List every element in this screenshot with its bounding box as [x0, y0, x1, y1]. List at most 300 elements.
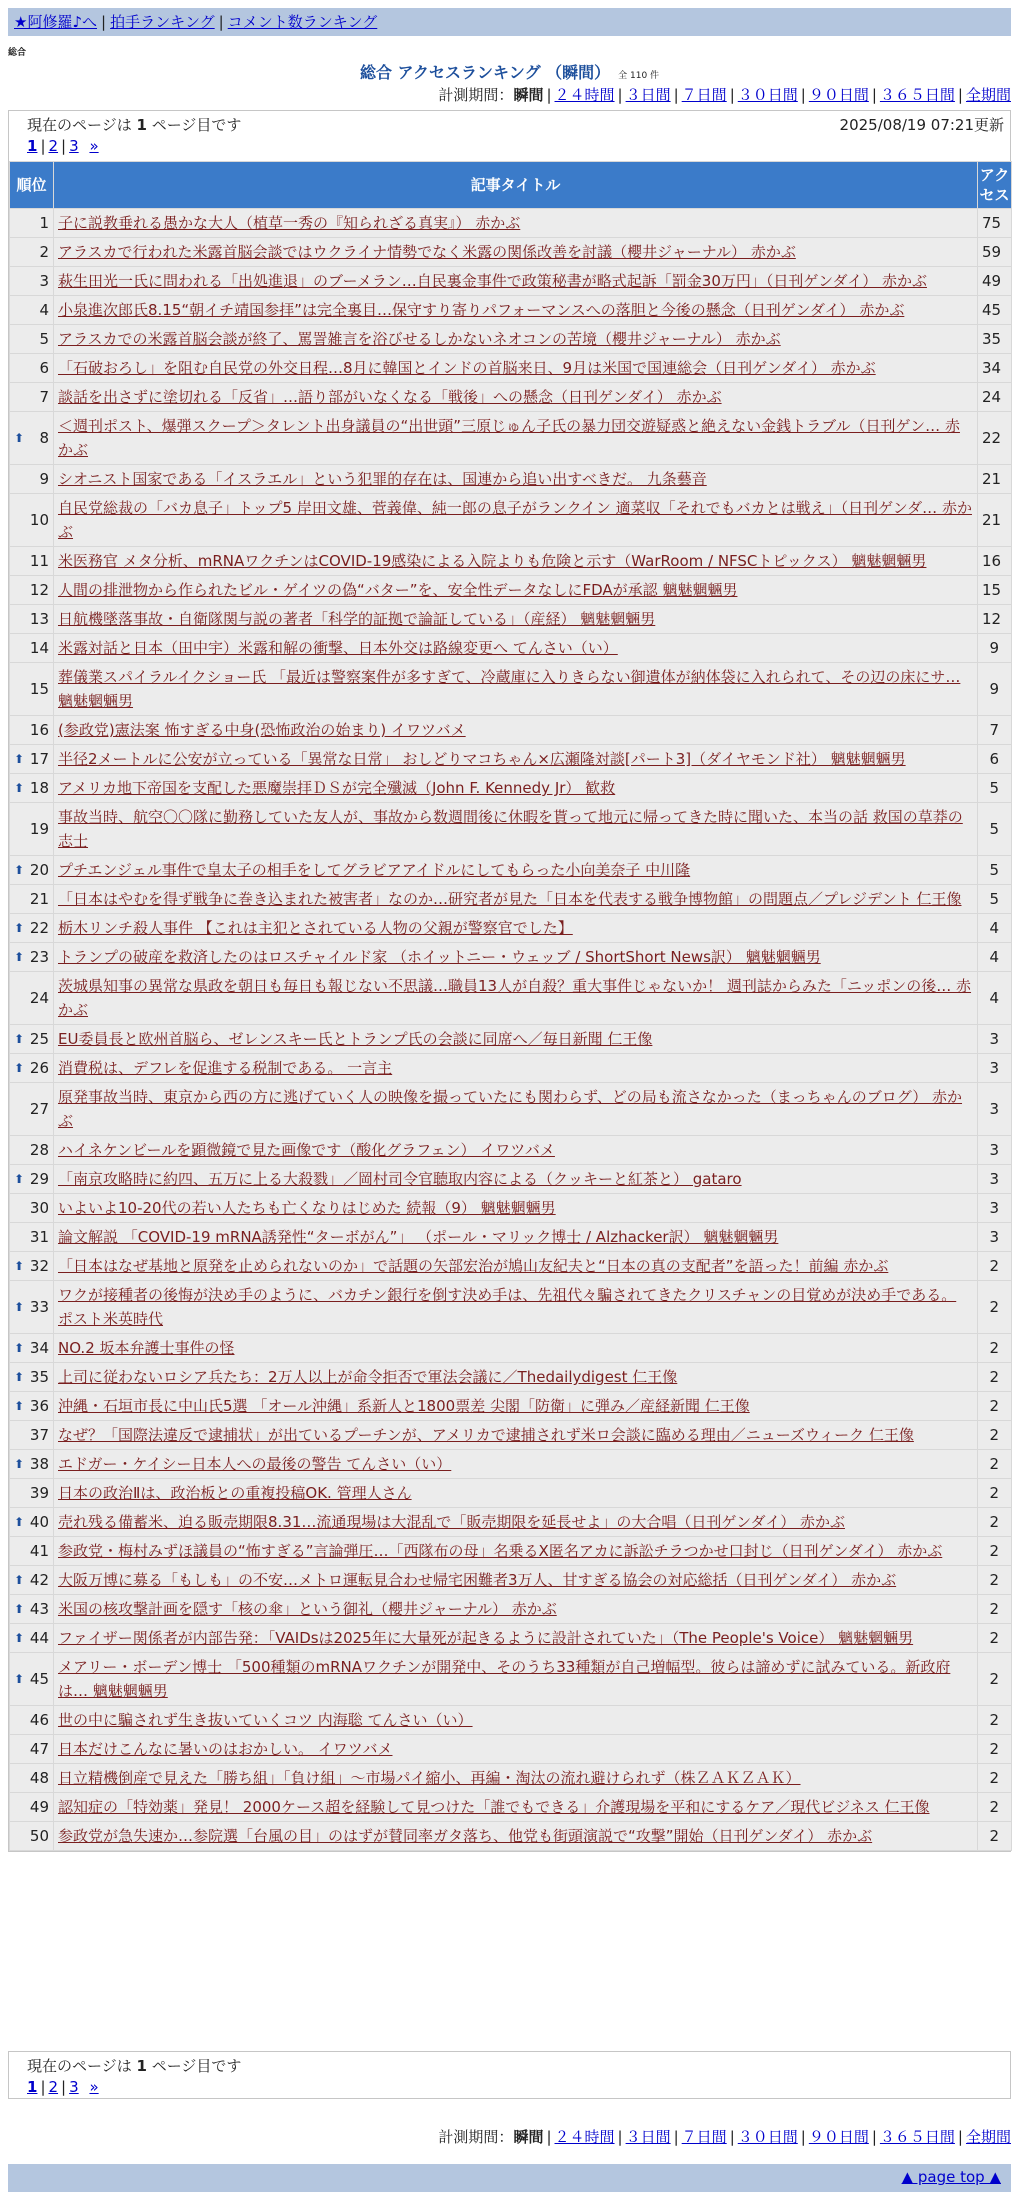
article-link[interactable]: 日本だけこんなに暑いのはおかしい。 イワツバメ [58, 1740, 393, 1758]
rank-number: 28 [29, 1141, 49, 1159]
access-count: 2 [978, 1653, 1012, 1706]
ranking-panel [8, 110, 1011, 1852]
rank-number: 13 [29, 610, 49, 628]
title-cell [54, 547, 978, 576]
rank-up-icon: ⬆ [14, 1457, 25, 1471]
rank-cell [10, 943, 54, 972]
rank-number: 17 [29, 750, 49, 768]
rank-number: 39 [29, 1484, 49, 1502]
rank-cell [10, 1595, 54, 1624]
period-separator: | [800, 2128, 806, 2146]
period-link[interactable]: ３６５日間 [879, 86, 955, 104]
access-count: 2 [978, 1421, 1012, 1450]
page-separator: | [40, 137, 46, 155]
title-cell [54, 1793, 978, 1822]
page-info-bottom [8, 2051, 1011, 2099]
title-cell [54, 1194, 978, 1223]
title-cell [54, 1334, 978, 1363]
rank-number: 47 [29, 1740, 49, 1758]
article-link[interactable]: メアリー・ボーデン博士 「500種類のmRNAワクチンが開発中、そのうち33種類が自己増幅型。彼らは諦めずに試みている。新政府は… 魑魅魍魎男 [58, 1658, 951, 1700]
table-row [10, 1537, 1012, 1566]
period-link[interactable]: ７日間 [681, 86, 727, 104]
article-link[interactable]: 米医務官 メタ分析、mRNAワクチンはCOVID-19感染による入院よりも危険と示す（WarRoom / NFSCトピックス） 魑魅魍魎男 [58, 552, 927, 570]
col-rank-header: 順位 [10, 162, 54, 209]
rank-number: 22 [29, 919, 49, 937]
access-count: 6 [978, 745, 1012, 774]
period-link[interactable]: ２４時間 [554, 86, 615, 104]
page-link[interactable]: 1 [27, 2078, 38, 2096]
article-link[interactable]: 人間の排泄物から作られたビル・ゲイツの偽“バター”を、安全性データなしにFDAが承認 魑魅魍魎男 [58, 581, 738, 599]
rank-number: 6 [39, 359, 49, 377]
article-link[interactable]: 萩生田光一氏に問われる「出処進退」のブーメラン…自民裏金事件で政策秘書が略式起訴「罰金30万円」（日刊ゲンダイ） 赤かぶ [58, 272, 927, 290]
title-cell [54, 1508, 978, 1537]
page-top-link[interactable]: ▲ page top ▲ [901, 2168, 1001, 2186]
article-link[interactable]: 日立精機倒産で見えた「勝ち組」「負け組」～市場パイ縮小、再編・淘汰の流れ避けられず（株ＺＡＫＺＡＫ） [58, 1769, 801, 1787]
rank-number: 35 [29, 1368, 49, 1386]
period-link[interactable]: ９０日間 [808, 86, 869, 104]
access-count: 21 [978, 465, 1012, 494]
rank-number: 19 [29, 820, 49, 838]
article-link[interactable]: 葬儀業スパイラルイクショー氏 「最近は警察案件が多すぎて、冷蔵庫に入りきらない御遺体が納体袋に入れられて、その辺の床にサ… 魑魅魍魎男 [58, 668, 961, 710]
table-row [10, 238, 1012, 267]
rank-number: 25 [29, 1030, 49, 1048]
article-link[interactable]: 談話を出さずに塗切れる「反省」…語り部がいなくなる「戦後」への懸念（日刊ゲンダイ） 赤かぶ [58, 388, 722, 406]
article-link[interactable]: 世の中に騙されず生き抜いていくコツ 内海聡 てんさい（い） [58, 1711, 473, 1729]
table-row [10, 1194, 1012, 1223]
rank-cell [10, 774, 54, 803]
table-row [10, 412, 1012, 465]
table-row [10, 547, 1012, 576]
article-link[interactable]: 消費税は、デフレを促進する税制である。 一言主 [58, 1059, 393, 1077]
rank-number: 48 [29, 1769, 49, 1787]
table-row [10, 885, 1012, 914]
page-separator: | [61, 2078, 67, 2096]
rank-cell [10, 663, 54, 716]
rank-cell [10, 1479, 54, 1508]
rank-cell [10, 605, 54, 634]
rank-number: 21 [29, 890, 49, 908]
period-link[interactable]: ３日間 [625, 2128, 671, 2146]
title-cell [54, 1624, 978, 1653]
rank-number: 12 [29, 581, 49, 599]
article-link[interactable]: 米国の核攻撃計画を隠す「核の傘」という御礼（櫻井ジャーナル） 赤かぶ [58, 1600, 557, 1618]
access-count: 4 [978, 972, 1012, 1025]
access-count: 3 [978, 1223, 1012, 1252]
rank-cell [10, 1054, 54, 1083]
updated-timestamp: 2025/08/19 07:21更新 [839, 116, 1004, 134]
rank-number: 3 [39, 272, 49, 290]
page-link[interactable]: 1 [27, 137, 38, 155]
rank-number: 41 [29, 1542, 49, 1560]
page-link[interactable]: 2 [48, 2078, 59, 2096]
title-cell [54, 325, 978, 354]
rank-cell [10, 238, 54, 267]
rank-cell [10, 1450, 54, 1479]
rank-number: 40 [29, 1513, 49, 1531]
table-row [10, 1822, 1012, 1851]
total-count: 全 110 件 [618, 71, 660, 81]
access-count: 9 [978, 663, 1012, 716]
period-label: 計測期間： [438, 2128, 514, 2146]
title-cell [54, 1595, 978, 1624]
access-count: 3 [978, 1054, 1012, 1083]
rank-number: 15 [29, 680, 49, 698]
article-link[interactable]: 日本の政治Ⅱは、政治板との重複投稿OK. 管理人さん [58, 1484, 412, 1502]
access-count: 59 [978, 238, 1012, 267]
page-info-pre: 現在のページは [27, 2057, 137, 2075]
rank-up-icon: ⬆ [14, 1370, 25, 1384]
rank-cell [10, 1252, 54, 1281]
title-cell [54, 716, 978, 745]
pagination-bottom [27, 2078, 992, 2096]
rank-number: 30 [29, 1199, 49, 1217]
rank-cell [10, 1421, 54, 1450]
period-bar-bottom [438, 2126, 1011, 2147]
article-link[interactable]: エドガー・ケイシー日本人への最後の警告 てんさい（い） [58, 1455, 452, 1473]
title-cell [54, 209, 978, 238]
period-link[interactable]: ９０日間 [808, 2128, 869, 2146]
title-cell [54, 412, 978, 465]
period-link[interactable]: ７日間 [681, 2128, 727, 2146]
title-cell [54, 267, 978, 296]
title-cell [54, 296, 978, 325]
table-row [10, 856, 1012, 885]
next-page-link[interactable]: » [89, 137, 99, 155]
access-count: 5 [978, 803, 1012, 856]
rank-number: 14 [29, 639, 49, 657]
access-count: 21 [978, 494, 1012, 547]
current-page: 1 [136, 2057, 147, 2075]
article-link[interactable]: 「石破おろし」を阻む自民党の外交日程…8月に韓国とインドの首脳来日、9月は米国で国連総会（日刊ゲンダイ） 赤かぶ [58, 359, 876, 377]
period-separator: | [673, 86, 679, 104]
rank-cell [10, 914, 54, 943]
table-row [10, 296, 1012, 325]
rank-cell [10, 1281, 54, 1334]
article-link[interactable]: シオニスト国家である「イスラエル」という犯罪的存在は、国連から追い出すべきだ。 九条藝音 [58, 470, 707, 488]
rank-up-icon: ⬆ [14, 1399, 25, 1413]
ranking-table [9, 161, 1012, 1851]
title-cell [54, 1566, 978, 1595]
period-separator: | [673, 2128, 679, 2146]
access-count: 16 [978, 547, 1012, 576]
article-link[interactable]: 半径2メートルに公安が立っている「異常な日常」 おしどりマコちゃん×広瀬隆対談[パート3]（ダイヤモンド社） 魑魅魍魎男 [58, 750, 906, 768]
period-link[interactable]: ３６５日間 [879, 2128, 955, 2146]
page-separator: | [40, 2078, 46, 2096]
page-info-post: ページ目です [146, 2057, 242, 2075]
article-link[interactable]: 売れ残る備蓄米、迫る販売期限8.31…流通現場は大混乱で「販売期限を延長せよ」の大合唱（日刊ゲンダイ） 赤かぶ [58, 1513, 845, 1531]
article-link[interactable]: 参政党・梅村みずほ議員の“怖すぎる”言論弾圧…「西隊布の母」名乗るX匿名アカに訴訟チラつかせ口封じ（日刊ゲンダイ） 赤かぶ [58, 1542, 943, 1560]
rank-up-icon: ⬆ [14, 950, 25, 964]
rank-number: 32 [29, 1257, 49, 1275]
table-row [10, 1793, 1012, 1822]
table-row [10, 1706, 1012, 1735]
rank-number: 49 [29, 1798, 49, 1816]
access-count: 24 [978, 383, 1012, 412]
article-link[interactable]: 「日本はなぜ基地と原発を止められないのか」で話題の矢部宏治が鳩山友紀夫と“日本の真の支配者”を語った！前編 赤かぶ [58, 1257, 889, 1275]
rank-cell [10, 1508, 54, 1537]
rank-number: 50 [29, 1827, 49, 1845]
page-spacer [82, 2078, 87, 2096]
access-count: 5 [978, 774, 1012, 803]
access-count: 2 [978, 1764, 1012, 1793]
rank-cell [10, 325, 54, 354]
rank-cell [10, 1624, 54, 1653]
access-count: 2 [978, 1508, 1012, 1537]
access-count: 2 [978, 1595, 1012, 1624]
table-header-row [10, 162, 1012, 209]
rank-number: 24 [29, 989, 49, 1007]
article-link[interactable]: (参政党)憲法案 怖すぎる中身(恐怖政治の始まり) イワツバメ [58, 721, 466, 739]
access-count: 2 [978, 1566, 1012, 1595]
period-link[interactable]: 全期間 [965, 2128, 1011, 2146]
rank-number: 43 [29, 1600, 49, 1618]
rank-cell [10, 745, 54, 774]
rank-cell [10, 1136, 54, 1165]
table-row [10, 774, 1012, 803]
page-info-pre: 現在のページは [27, 116, 137, 134]
rank-number: 16 [29, 721, 49, 739]
article-link[interactable]: 論文解説 「COVID-19 mRNA誘発性“ターボがん”」 （ポール・マリック博士 / Alzhacker訳） 魑魅魍魎男 [58, 1228, 779, 1246]
rank-cell [10, 885, 54, 914]
article-link[interactable]: 茨城県知事の異常な県政を朝日も毎日も報じない不思議…職員13人が自殺？重大事件じゃないか！ 週刊誌からみた「ニッポンの後… 赤かぶ [58, 977, 972, 1019]
rank-number: 5 [39, 330, 49, 348]
rank-number: 45 [29, 1670, 49, 1688]
article-link[interactable]: 子に説教垂れる愚かな大人（植草一秀の『知られざる真実』） 赤かぶ [58, 214, 521, 232]
article-link[interactable]: 米露対話と日本（田中宇）米露和解の衝撃、日本外交は路線変更へ てんさい（い） [58, 639, 618, 657]
nav-separator: | [101, 13, 107, 31]
rank-cell [10, 1223, 54, 1252]
article-link[interactable]: ファイザー関係者が内部告発：「VAIDsは2025年に大量死が起きるように設計されていた」（The People's Voice） 魑魅魍魎男 [58, 1629, 914, 1647]
table-row [10, 354, 1012, 383]
page-link[interactable]: 3 [69, 2078, 79, 2096]
rank-number: 37 [29, 1426, 49, 1444]
period-bar-top [438, 84, 1011, 105]
table-row [10, 1252, 1012, 1281]
rank-cell [10, 296, 54, 325]
rank-cell [10, 547, 54, 576]
rank-cell [10, 1566, 54, 1595]
table-row [10, 943, 1012, 972]
title-cell [54, 914, 978, 943]
access-count: 2 [978, 1392, 1012, 1421]
access-count: 2 [978, 1479, 1012, 1508]
title-cell [54, 1653, 978, 1706]
rank-up-icon: ⬆ [14, 1300, 25, 1314]
table-row [10, 745, 1012, 774]
title-cell [54, 1165, 978, 1194]
section-label: 総合 [8, 48, 27, 58]
rank-cell [10, 494, 54, 547]
rank-cell [10, 634, 54, 663]
title-cell [54, 383, 978, 412]
access-count: 2 [978, 1450, 1012, 1479]
period-link[interactable]: ２４時間 [554, 2128, 615, 2146]
rank-number: 27 [29, 1100, 49, 1118]
article-link[interactable]: アラスカで行われた米露首脳会談ではウクライナ情勢でなく米露の関係改善を討議（櫻井ジャーナル） 赤かぶ [58, 243, 796, 261]
title-cell [54, 1822, 978, 1851]
article-link[interactable]: 自民党総裁の「バカ息子」トップ5 岸田文雄、菅義偉、純一郎の息子がランクイン 適菜収「それでもバカとは戦え」（日刊ゲンダ… 赤かぶ [58, 499, 972, 541]
rank-number: 2 [39, 243, 49, 261]
rank-cell [10, 354, 54, 383]
col-access-header: アクセス [978, 162, 1012, 209]
access-count: 7 [978, 716, 1012, 745]
col-title-header: 記事タイトル [54, 162, 978, 209]
article-link[interactable]: 沖縄・石垣市長に中山氏5選 「オール沖縄」系新人と1800票差 尖閣「防衛」に弾み／産経新聞 仁王像 [58, 1397, 750, 1415]
rank-cell [10, 209, 54, 238]
period-separator: | [729, 86, 735, 104]
article-link[interactable]: 栃木リンチ殺人事件 【これは主犯とされている人物の父親が警察官でした】 [58, 919, 573, 937]
table-row [10, 1653, 1012, 1706]
page-link[interactable]: 2 [48, 137, 59, 155]
article-link[interactable]: EU委員長と欧州首脳ら、ゼレンスキー氏とトランプ氏の会談に同席へ／毎日新聞 仁王像 [58, 1030, 653, 1048]
pagination-top [27, 137, 992, 155]
title-cell [54, 1706, 978, 1735]
table-row [10, 1624, 1012, 1653]
period-label: 計測期間： [438, 86, 514, 104]
title-cell [54, 1083, 978, 1136]
table-row [10, 663, 1012, 716]
rank-cell [10, 465, 54, 494]
rank-cell [10, 576, 54, 605]
period-separator: | [546, 86, 552, 104]
access-count: 3 [978, 1083, 1012, 1136]
table-row [10, 716, 1012, 745]
article-link[interactable]: 上司に従わないロシア兵たち：2万人以上が命令拒否で軍法会議に／Thedailydigest 仁王像 [58, 1368, 678, 1386]
table-row [10, 1595, 1012, 1624]
access-count: 3 [978, 1136, 1012, 1165]
article-link[interactable]: ＜週刊ポスト、爆弾スクープ＞タレント出身議員の“出世頭”三原じゅん子氏の暴力団交遊疑惑と絶えない金銭トラブル（日刊ゲン… 赤かぶ [58, 417, 960, 459]
period-link[interactable]: ３０日間 [737, 86, 798, 104]
rank-cell [10, 1822, 54, 1851]
rank-cell [10, 716, 54, 745]
title-cell [54, 803, 978, 856]
article-link[interactable]: 大阪万博に募る「もしも」の不安…メトロ運転見合わせ帰宅困難者3万人、甘すぎる協会の対応総括（日刊ゲンダイ） 赤かぶ [58, 1571, 897, 1589]
rank-number: 20 [29, 861, 49, 879]
article-link[interactable]: 日航機墜落事故・自衛隊関与説の著者「科学的証拠で論証している」（産経） 魑魅魍魎男 [58, 610, 656, 628]
access-count: 12 [978, 605, 1012, 634]
article-link[interactable]: 「南京攻略時に約四、五万に上る大殺戮」／岡村司令官聴取内容による（クッキーと紅茶と） gataro [58, 1170, 742, 1188]
table-row [10, 1136, 1012, 1165]
article-link[interactable]: アメリカ地下帝国を支配した悪魔崇拝ＤＳが完全殲滅（John F. Kennedy Jr） 歓救 [58, 779, 616, 797]
access-count: 2 [978, 1334, 1012, 1363]
period-separator: | [546, 2128, 552, 2146]
nav-link[interactable]: 拍手ランキング [110, 13, 215, 31]
rank-number: 29 [29, 1170, 49, 1188]
article-link[interactable]: 認知症の「特効薬」発見！ 2000ケース超を経験して見つけた「誰でもできる」介護現場を平和にするケア／現代ビジネス 仁王像 [58, 1798, 930, 1816]
table-row [10, 1334, 1012, 1363]
article-link[interactable]: トランプの破産を救済したのはロスチャイルド家 （ホイットニー・ウェッブ / ShortShort News訳） 魑魅魍魎男 [58, 948, 821, 966]
title-cell [54, 774, 978, 803]
page-spacer [82, 137, 87, 155]
period-link[interactable]: ３日間 [625, 86, 671, 104]
period-link[interactable]: ３０日間 [737, 2128, 798, 2146]
article-link[interactable]: 小泉進次郎氏8.15“朝イチ靖国参拝”は完全裏目…保守すり寄りパフォーマンスへの落胆と今後の懸念（日刊ゲンダイ） 赤かぶ [58, 301, 905, 319]
rank-number: 10 [29, 511, 49, 529]
rank-number: 42 [29, 1571, 49, 1589]
rank-number: 4 [39, 301, 49, 319]
table-row [10, 494, 1012, 547]
rank-up-icon: ⬆ [14, 752, 25, 766]
rank-cell [10, 856, 54, 885]
article-link[interactable]: プチエンジェル事件で皇太子の相手をしてグラビアアイドルにしてもらった小向美奈子 中川隆 [58, 861, 691, 879]
access-count: 75 [978, 209, 1012, 238]
table-row [10, 1566, 1012, 1595]
table-row [10, 267, 1012, 296]
rank-number: 1 [39, 214, 49, 232]
table-row [10, 634, 1012, 663]
table-row [10, 209, 1012, 238]
article-link[interactable]: 「日本はやむを得ず戦争に巻き込まれた被害者」なのか…研究者が見た「日本を代表する戦争博物館」の問題点／プレジデント 仁王像 [58, 890, 962, 908]
access-count: 2 [978, 1252, 1012, 1281]
article-link[interactable]: いよいよ10-20代の若い人たちも亡くなりはじめた 続報（9） 魑魅魍魎男 [58, 1199, 556, 1217]
title-cell [54, 1025, 978, 1054]
article-link[interactable]: 参政党が急失速か…参院選「台風の目」のはずが賛同率ガタ落ち、他党も街頭演説で“攻撃”開始（日刊ゲンダイ） 赤かぶ [58, 1827, 873, 1845]
rank-cell [10, 972, 54, 1025]
article-link[interactable]: 原発事故当時、東京から西の方に逃げていく人の映像を撮っていたにも関わらず、どの局も流さなかった（まっちゃんのブログ） 赤かぶ [58, 1088, 963, 1130]
access-count: 3 [978, 1194, 1012, 1223]
access-count: 45 [978, 296, 1012, 325]
access-count: 4 [978, 943, 1012, 972]
rank-cell [10, 1363, 54, 1392]
rank-cell [10, 1706, 54, 1735]
rank-cell [10, 412, 54, 465]
page-link[interactable]: 3 [69, 137, 79, 155]
access-count: 2 [978, 1735, 1012, 1764]
title-cell [54, 1735, 978, 1764]
rank-number: 9 [39, 470, 49, 488]
title-cell [54, 605, 978, 634]
next-page-link[interactable]: » [89, 2078, 99, 2096]
rank-number: 38 [29, 1455, 49, 1473]
access-count: 2 [978, 1793, 1012, 1822]
article-link[interactable]: アラスカでの米露首脳会談が終了、罵詈雑言を浴びせるしかないネオコンの苦境（櫻井ジャーナル） 赤かぶ [58, 330, 781, 348]
rank-cell [10, 267, 54, 296]
rank-number: 34 [29, 1339, 49, 1357]
table-row [10, 972, 1012, 1025]
rank-number: 8 [39, 429, 49, 447]
current-page: 1 [136, 116, 147, 134]
title-cell [54, 576, 978, 605]
title-cell [54, 354, 978, 383]
rank-number: 36 [29, 1397, 49, 1415]
rank-up-icon: ⬆ [14, 863, 25, 877]
table-row [10, 325, 1012, 354]
access-count: 49 [978, 267, 1012, 296]
access-count: 5 [978, 856, 1012, 885]
table-row [10, 1281, 1012, 1334]
rank-cell [10, 1653, 54, 1706]
rank-cell [10, 1025, 54, 1054]
article-link[interactable]: なぜ？「国際法違反で逮捕状」が出ているプーチンが、アメリカで逮捕されず米ロ会談に臨める理由／ニューズウィーク 仁王像 [58, 1426, 914, 1444]
article-link[interactable]: NO.2 坂本弁護士事件の怪 [58, 1339, 235, 1357]
period-separator: | [729, 2128, 735, 2146]
article-link[interactable]: ワクが接種者の後悔が決め手のように、バカチン銀行を倒す決め手は、先祖代々騙されてきたクリスチャンの目覚めが決め手である。 ポスト米英時代 [58, 1286, 957, 1328]
article-link[interactable]: 事故当時、航空〇〇隊に勤務していた友人が、事故から数週間後に休暇を貰って地元に帰ってきた時に聞いた、本当の話 救国の草莽の志士 [58, 808, 963, 850]
rank-cell [10, 383, 54, 412]
period-separator: | [957, 2128, 963, 2146]
access-count: 2 [978, 1537, 1012, 1566]
access-count: 2 [978, 1624, 1012, 1653]
nav-link[interactable]: ★阿修羅♪へ [14, 13, 98, 31]
title-cell [54, 1223, 978, 1252]
title-cell [54, 634, 978, 663]
article-link[interactable]: ハイネケンビールを顕微鏡で見た画像です（酸化グラフェン） イワツバメ [58, 1141, 555, 1159]
title-cell [54, 1363, 978, 1392]
access-count: 34 [978, 354, 1012, 383]
nav-link[interactable]: コメント数ランキング [227, 13, 378, 31]
period-link[interactable]: 全期間 [965, 86, 1011, 104]
rank-cell [10, 1793, 54, 1822]
